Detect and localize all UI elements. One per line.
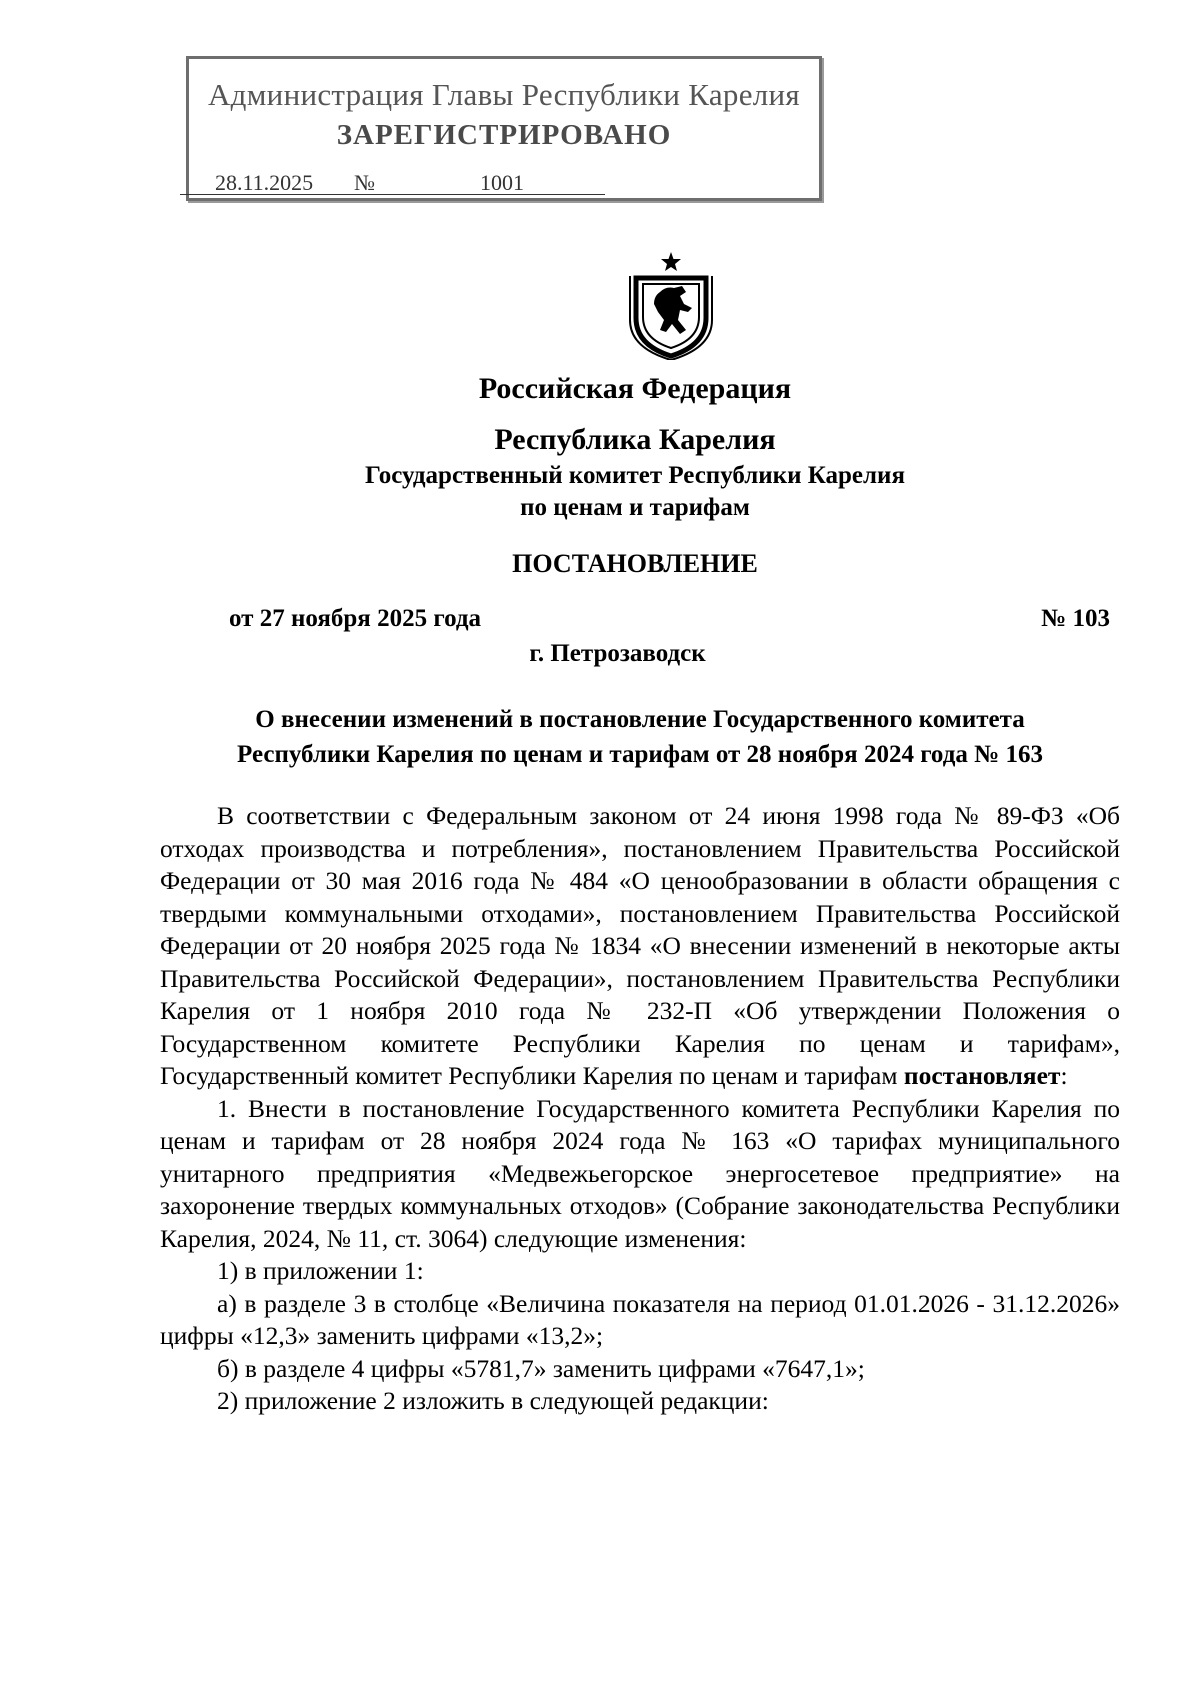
paragraph-preamble — [160, 800, 1120, 1093]
stamp-number: 1001 — [480, 170, 524, 195]
document-body — [160, 800, 1120, 1418]
stamp-date: 28.11.2025 — [215, 170, 314, 195]
paragraph-subitem-b: б) в разделе 4 цифры «5781,7» заменить цифрами «7647,1»; — [217, 1353, 865, 1383]
document-number: № 103 — [1041, 605, 1110, 632]
stamp-registered: ЗАРЕГИСТРИРОВАНО — [336, 119, 672, 151]
karelia-coat-of-arms-icon — [626, 250, 716, 360]
document-city: г. Петрозаводск — [529, 640, 706, 667]
header-country: Российская Федерация — [478, 372, 792, 405]
preamble-text: В соответствии с Федеральным законом от 24 июня 1998 года № 89-ФЗ «Об отходах производства и потребления», постановлением Правительства Российской Федерации от 30 мая 2016 года № 484 «О ценообразовании в области обращения с твердыми коммунальными отходами», постановлением Правительства Российской Федерации от 20 ноября 2025 года № 1834 «О внесении изменений в некоторые акты Правительства Российской Федерации», постановлением Правительства Республики Карелия от 1 ноября 2010 года № 232-П «Об утверждении Положения о Государственном комитете Республики Карелия по ценам и тарифам», Государственный комитет Республики Карелия по ценам и тарифам — [160, 801, 1120, 1090]
header-committee-line2: по ценам и тарифам — [520, 494, 750, 521]
document-subject — [160, 702, 1120, 772]
document-type: ПОСТАНОВЛЕНИЕ — [512, 549, 758, 578]
header-committee-line1: Государственный комитет Республики Карелия — [365, 462, 905, 489]
subject-line1: О внесении изменений в постановление Государственного комитета — [255, 706, 1025, 733]
paragraph-subitem-2: 2) приложение 2 изложить в следующей редакции: — [217, 1386, 769, 1415]
preamble-colon: : — [1060, 1061, 1068, 1090]
paragraph-subitem-1: 1) в приложении 1: — [217, 1256, 424, 1285]
preamble-resolves: постановляет — [903, 1061, 1061, 1090]
subject-line2: Республики Карелия по ценам и тарифам от 28 ноября 2024 года № 163 — [237, 741, 1043, 768]
paragraph-item-1: 1. Внести в постановление Государственного комитета Республики Карелия по ценам и тарифам от 28 ноября 2024 года № 163 «О тарифах муниципального унитарного предприятия «Медвежьегорское энергосетевое предприятие» на захоронение твердых коммунальных отходов» (Собрание законодательства Республики Карелия, 2024, № 11, ст. 3064) следующие изменения: — [160, 1093, 1120, 1253]
header-republic: Республика Карелия — [494, 423, 776, 456]
paragraph-subitem-a: а) в разделе 3 в столбце «Величина показателя на период 01.01.2026 - 31.12.2026» цифры «12,3» заменить цифрами «13,2»; — [160, 1288, 1120, 1350]
stamp-number-label: № — [354, 170, 375, 195]
document-date: от 27 ноября 2025 года — [229, 605, 481, 632]
stamp-authority: Администрация Главы Республики Карелия — [208, 77, 800, 112]
stamp-underline — [180, 194, 605, 195]
